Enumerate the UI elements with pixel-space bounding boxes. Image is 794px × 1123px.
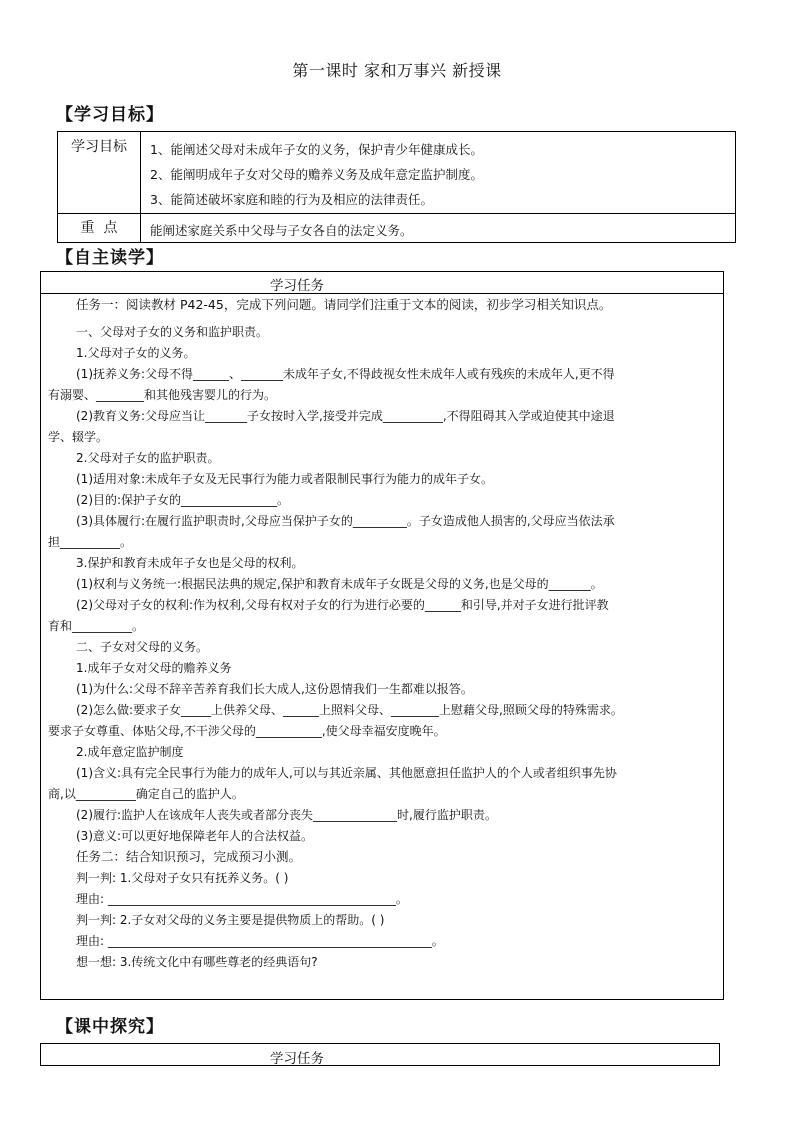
task-line: 3.保护和教育未成年子女也是父母的权利。 [76, 556, 304, 570]
task-line: 判一判: 2.子女对父母的义务主要是提供物质上的帮助。( ) [76, 913, 385, 927]
task-line: 理由: ________________________________________________。 [76, 892, 408, 906]
task-line: (1)权利与义务统一:根据民法典的规定,保护和教育未成年子女既是父母的义务,也是父母的_______。 [76, 577, 603, 591]
task-line: 任务一：阅读教材 P42-45，完成下列问题。请同学们注重于文本的阅读，初步学习相关知识点。 [76, 297, 612, 312]
focus-text: 能阐述家庭关系中父母与子女各自的法定义务。 [150, 223, 413, 238]
task-line: (1)含义:具有完全民事行为能力的成年人,可以与其近亲属、其他愿意担任监护人的个人或者组织事先协 [76, 766, 617, 780]
task-line: (2)教育义务:父母应当让_______子女按时入学,接受并完成__________,不得阻碍其入学或迫使其中途退 [76, 409, 615, 423]
task-line: (3)具体履行:在履行监护职责时,父母应当保护子女的_________。子女造成他人损害的,父母应当依法承 [76, 514, 615, 528]
table-divider [140, 132, 141, 242]
task-line: (1)适用对象:未成年子女及无民事行为能力或者限制民事行为能力的成年子女。 [76, 472, 494, 486]
task-line: (2)目的:保护子女的________________。 [76, 493, 290, 507]
section-heading-goals: 【学习目标】 [56, 105, 164, 125]
task-line: 判一判: 1.父母对子女只有抚养义务。( ) [76, 871, 289, 885]
task-line: (3)意义:可以更好地保障老年人的合法权益。 [76, 829, 314, 843]
table-divider [58, 213, 735, 214]
goals-label: 学习目标 [71, 139, 127, 155]
task-line: 二、子女对父母的义务。 [76, 640, 209, 654]
task-line: (2)怎么做:要求子女_____上供养父母、______上照料父母、________上慰藉父母,照顾父母的特殊需求。 [76, 703, 623, 717]
goal-item-2: 2、能阐明成年子女对父母的赡养义务及成年意定监护制度。 [150, 167, 483, 182]
task-line: 学、辍学。 [48, 430, 109, 444]
task-line: 理由: ______________________________________________________。 [76, 934, 444, 948]
goals-table [57, 131, 736, 243]
task-line: 商,以__________确定自己的监护人。 [48, 787, 244, 801]
task-line: (1)为什么:父母不辞辛苦养育我们长大成人,这份恩情我们一生都难以报答。 [76, 682, 473, 696]
task-header: 学习任务 [270, 1051, 324, 1067]
task-line: 育和__________。 [48, 619, 145, 633]
goal-item-3: 3、能简述破坏家庭和睦的行为及相应的法律责任。 [150, 192, 433, 207]
task-line: (1)抚养义务:父母不得______、_______未成年子女,不得歧视女性未成年人或有残疾的未成年人,更不得 [76, 367, 615, 381]
task-line: 想一想: 3.传统文化中有哪些尊老的经典语句? [76, 955, 318, 969]
section-heading-class: 【课中探究】 [56, 1017, 164, 1037]
task-line: 1.成年子女对父母的赡养义务 [76, 661, 232, 675]
task-line: 1.父母对子女的义务。 [76, 346, 196, 360]
task-line: 2.父母对子女的监护职责。 [76, 451, 220, 465]
task-header: 学习任务 [270, 278, 324, 294]
task-line: (2)履行:监护人在该成年人丧失或者部分丧失______________时,履行监护职责。 [76, 808, 497, 822]
task-line: 要求子女尊重、体贴父母,不干涉父母的___________,使父母幸福安度晚年。 [48, 724, 446, 738]
task-line: 有溺婴、________和其他残害婴儿的行为。 [48, 388, 277, 402]
focus-label: 重 点 [80, 220, 118, 236]
table-divider [41, 293, 723, 294]
class-task-box [40, 1043, 720, 1066]
task-line: 任务二：结合知识预习，完成预习小测。 [76, 849, 302, 864]
task-line: 一、父母对子女的义务和监护职责。 [76, 325, 269, 339]
task-line: 2.成年意定监护制度 [76, 745, 184, 759]
goal-item-1: 1、能阐述父母对未成年子女的义务，保护青少年健康成长。 [150, 142, 483, 157]
task-line: 担__________。 [48, 535, 133, 549]
section-heading-self-study: 【自主读学】 [56, 248, 164, 268]
task-line: (2)父母对子女的权利:作为权利,父母有权对子女的行为进行必要的______和引导,并对子女进行批评教 [76, 598, 609, 612]
page-title: 第一课时 家和万事兴 新授课 [292, 61, 502, 80]
